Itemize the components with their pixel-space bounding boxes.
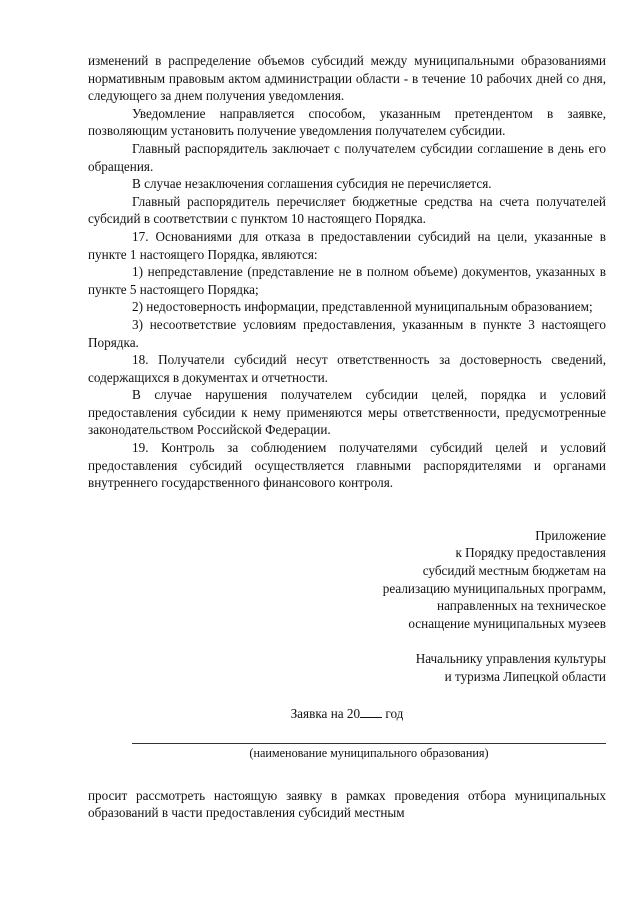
recipient-line: Начальнику управления культуры	[415, 651, 606, 667]
paragraph-item-19: 19. Контроль за соблюдением получателями субсидий целей и условий предоставления субсидий осуществляется главными распорядителями и органами внутреннего государственного финансового контроля.	[88, 440, 606, 491]
paragraph-item-18: 18. Получатели субсидий несут ответственность за достоверность сведений, содержащихся в документах и отчетности.	[88, 352, 606, 385]
form-title-suffix: год	[382, 705, 404, 721]
appendix-line: к Порядку предоставления	[455, 545, 606, 561]
appendix-line: субсидий местным бюджетам на	[422, 563, 606, 579]
list-item: 2) недостоверность информации, представленной муниципальным образованием;	[132, 299, 593, 315]
appendix-line: направленных на техническое	[437, 598, 606, 614]
paragraph: В случае незаключения соглашения субсидия не перечисляется.	[132, 176, 492, 192]
recipient-block	[88, 650, 606, 685]
document-page	[88, 52, 606, 822]
fill-in-line	[132, 743, 606, 744]
appendix-header	[88, 527, 606, 633]
paragraph-item-17: 17. Основаниями для отказа в предоставлении субсидий на цели, указанные в пункте 1 настоящего Порядка, являются:	[88, 228, 606, 262]
appendix-line: реализацию муниципальных программ,	[382, 580, 606, 596]
form-title-prefix: Заявка на 20	[290, 705, 361, 721]
appendix-line: Приложение	[535, 527, 606, 543]
municipality-name-field	[132, 743, 606, 763]
form-title	[88, 705, 606, 723]
recipient-line: и туризма Липецкой области	[444, 669, 606, 684]
paragraph: Главный распорядитель перечисляет бюджетные средства на счета получателей субсидий в соответствии с пунктом 10 настоящего Порядка.	[88, 193, 606, 227]
appendix-line: оснащение муниципальных музеев	[408, 615, 606, 631]
year-blank	[360, 705, 382, 718]
list-item: 1) непредставление (представление не в полном объеме) документов, указанных в пункте 5 настоящего Порядка;	[88, 264, 606, 297]
list-item: 3) несоответствие условиям предоставления, указанным в пункте 3 настоящего Порядка.	[88, 316, 606, 350]
paragraph: Уведомление направляется способом, указанным претендентом в заявке, позволяющим установить получение уведомления получателем субсидии.	[88, 105, 606, 139]
paragraph: В случае нарушения получателем субсидии целей, порядка и условий предоставления субсидии к нему применяются меры ответственности, предусмотренные законодательством Российской Федерации.	[88, 387, 606, 438]
paragraph: просит рассмотреть настоящую заявку в рамках проведения отбора муниципальных образований в части предоставления субсидий местным	[88, 787, 606, 821]
field-caption: (наименование муниципального образования)	[249, 746, 489, 761]
paragraph: изменений в распределение объемов субсидий между муниципальными образованиями нормативным правовым актом администрации области - в течение 10 рабочих дней со дня, следующего за днем получения уведомления.	[88, 53, 606, 104]
paragraph: Главный распорядитель заключает с получателем субсидии соглашение в день его обращения.	[88, 140, 606, 174]
